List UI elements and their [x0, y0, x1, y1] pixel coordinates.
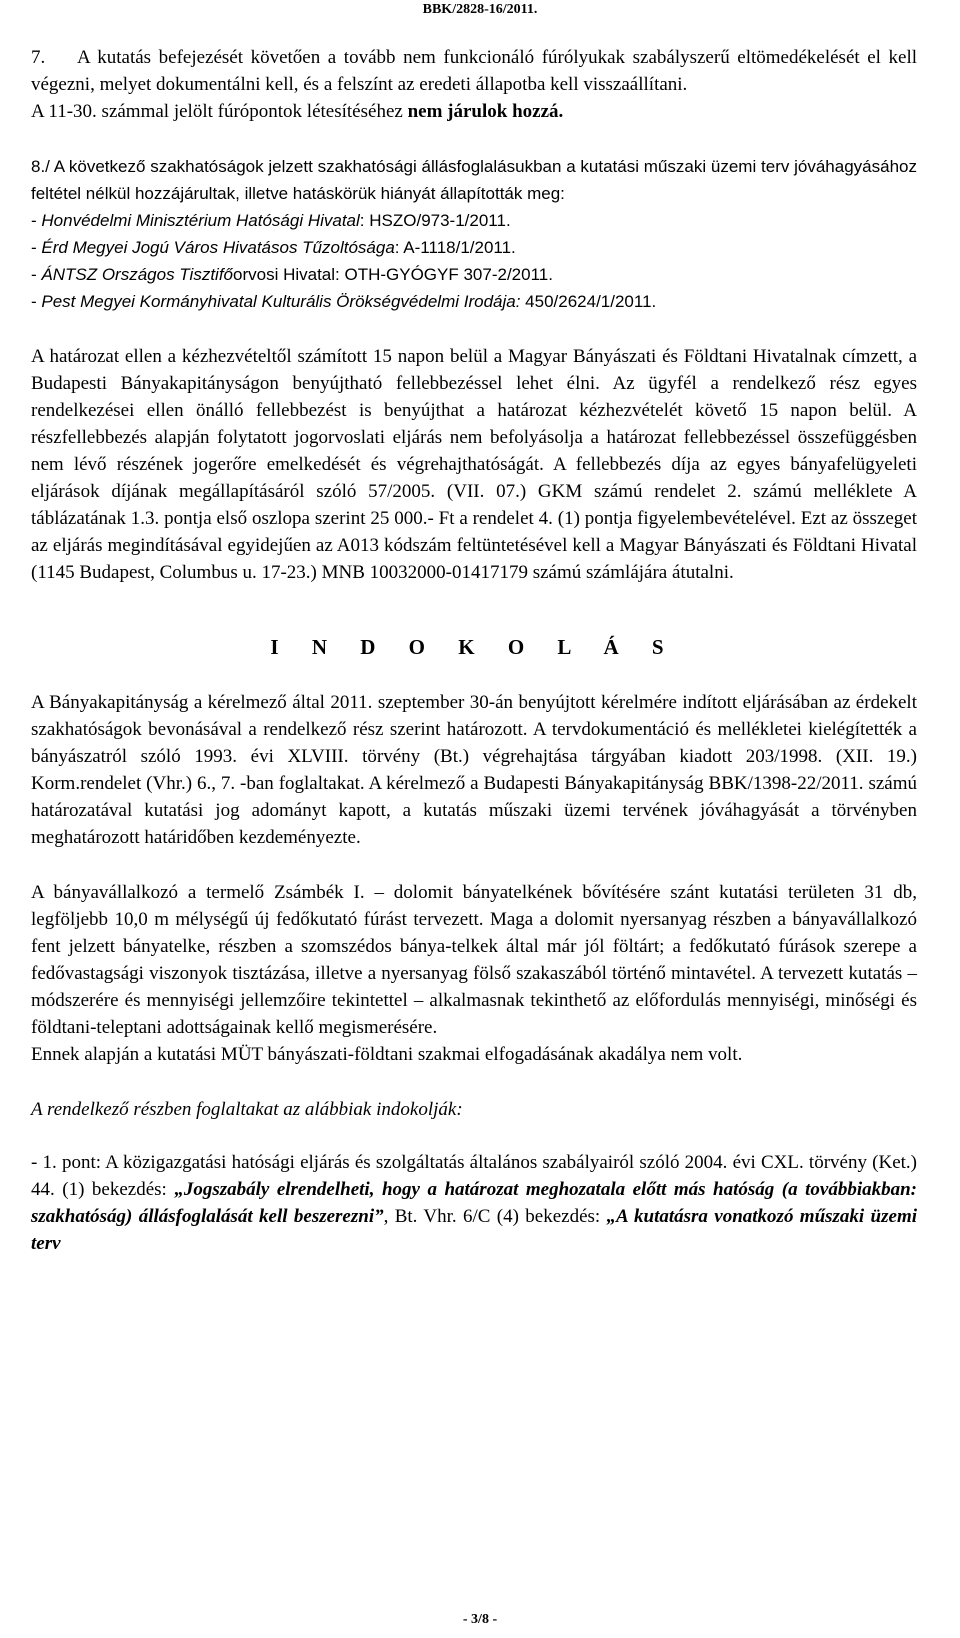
list-item: - Pest Megyei Kormányhivatal Kulturális Örökségvédelmi Irodája: 450/2624/1/2011.	[31, 292, 657, 311]
document-number-header: BBK/2828-16/2011.	[422, 2, 538, 17]
reason-paragraph-1: A Bányakapitányság a kérelmező által 2011. szeptember 30-án benyújtott kérelmére indított eljárásában az érdekelt szakhatóságok bevonásával a rendelkező rész szerint határozott. A tervdokumentáció és mellékletei kielégítették a bányászatról szóló 1993. évi XLVIII. törvény (Bt.) végrehajtása tárgyában kiadott 203/1998. (XII. 19.) Korm.rendelet (Vhr.) 6., 7. -ban foglaltakat. A kérelmező a Budapesti Bányakapitányság BBK/1398-22/2011. számú határozatával kutatási jog adományt kapott, a kutatás műszaki üzemi tervének jóváhagyását a törvényben meghatározott határidőben kezdeményezte.	[31, 692, 917, 848]
indoklas-title: I N D O K O L Á S	[270, 635, 678, 659]
section-7-bold: nem járulok hozzá.	[407, 101, 564, 122]
list-item: - Honvédelmi Minisztérium Hatósági Hivatal: HSZO/973-1/2011.	[31, 211, 511, 230]
list-item: - Érd Megyei Jogú Város Hivatásos Tűzoltósága: A-1118/1/2011.	[31, 238, 516, 257]
section-7-line2-prefix: A 11-30. számmal jelölt fúrópontok létesítéséhez	[31, 101, 403, 122]
appeal-paragraph: A határozat ellen a kézhezvételtől számított 15 napon belül a Magyar Bányászati és Földtani Hivatalnak címzett, a Budapesti Bányakapitányságon benyújtható fellebbezéssel lehet élni. Az ügyfél a rendelkező rész egyes rendelkezései ellen önálló fellebbezést is benyújthat a határozat kézhezvételét követő 15 napon belül. A részfellebbezés alapján folytatott jogorvoslati eljárás nem befolyásolja a határozat fellebbezéssel összefüggésben nem lévő részének jogerőre emelkedését és végrehajthatóságát. A fellebbezés díja az egyes bányafelügyeleti eljárások díjának megállapításáról szóló 57/2005. (VII. 07.) GKM számú rendelet 2. számú melléklete A táblázatának 1.3. pontja első oszlopa szerint 25 000.- Ft a rendelet 4. (1) pontja figyelembevételével. Ezt az összeget az eljárás megindításával egyidejűen az A013 kódszám feltüntetésével kell a Magyar Bányászati és Földtani Hivatal (1145 Budapest, Columbus u. 17-23.) MNB 10032000-01417179 számú számlájára átutalni.	[31, 346, 917, 583]
section-7-number: 7.	[31, 47, 46, 68]
page-number: - 3/8 -	[462, 1612, 498, 1627]
reason-paragraph-2: A bányavállalkozó a termelő Zsámbék I. – dolomit bányatelkének bővítésére szánt kutatási területen 31 db, legföljebb 10,0 m mélységű új fedőkutató fúrást tervezett. Maga a dolomit nyersanyag részben a bányavállalkozó fent jelzett bányatelke, részben a szomszédos bánya-telkek által már jól föltárt; a fedőkutató fúrások szerepe a fedővastagsági viszonyok tisztázása, illetve a nyersanyag fölső szakaszából történő mintavétel. A tervezett kutatás – módszerére és mennyiségi jellemzőire tekintettel – alkalmasnak tekinthető az előfordulás mennyiségi, minőségi és földtani-teleptani adottságainak kellő megismerésére.	[31, 882, 917, 1038]
authority-list	[31, 207, 917, 315]
section-8: 8./ A következő szakhatóságok jelzett szakhatósági állásfoglalásukban a kutatási műszaki üzemi terv jóváhagyásához feltétel nélkül hozzájárultak, illetve hatáskörük hiányát állapították meg:	[31, 157, 917, 203]
section-7	[31, 44, 917, 98]
italic-intro: A rendelkező részben foglaltakat az alábbiak indokolják:	[31, 1099, 463, 1120]
document-body	[31, 44, 917, 1257]
section-7-text: A kutatás befejezését követően a tovább nem funkcionáló fúrólyukak szabályszerű eltömedékelését el kell végezni, melyet dokumentálni kell, és a felszínt az eredeti állapotba kell visszaállítani.	[31, 47, 917, 95]
section-7-line2	[31, 98, 917, 125]
list-item: - ÁNTSZ Országos Tisztifőorvosi Hivatal: OTH-GYÓGYF 307-2/2011.	[31, 265, 553, 284]
point-1-paragraph: - 1. pont: A közigazgatási hatósági eljárás és szolgáltatás általános szabályairól szóló 2004. évi CXL. törvény (Ket.) 44. (1) bekezdés: „Jogszabály elrendelheti, hogy a határozat meghozatala előtt más hatóság (a továbbiakban: szakhatóság) állásfoglalását kell beszerezni”, Bt. Vhr. 6/C (4) bekezdés: „A kutatásra vonatkozó műszaki üzemi terv	[31, 1152, 918, 1254]
reason-paragraph-3: Ennek alapján a kutatási MÜT bányászati-földtani szakmai elfogadásának akadálya nem volt.	[31, 1044, 743, 1065]
